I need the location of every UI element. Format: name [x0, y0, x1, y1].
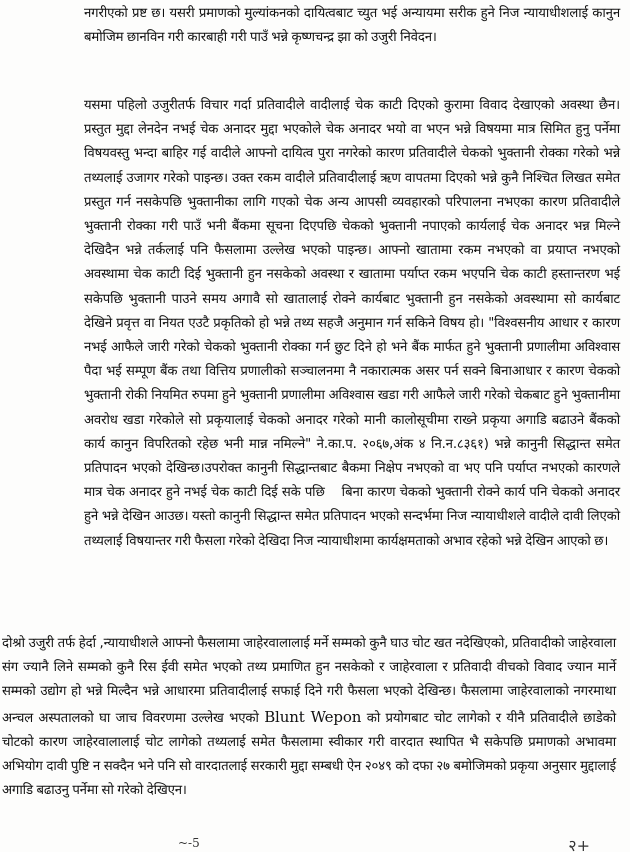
- paragraph-text-continued: बिना कारण चेकको भुक्तानी रोक्ने कार्य पनि चेकको अनादर हुने भन्ने देखिन आउछ। यस्तो कानुनी सिद्धान्त समेत प्रतिपादन भएको सन्दर्भमा निज न्यायाधीशले वादीले दावी लिएको तथ्यलाई विषयान्तर गरी फैसला गरेको देखिदा निज न्यायाधीशमा कार्यक्षमताको अभाव रहेको भन्ने देखिन आएको छ।: [84, 485, 620, 549]
- paragraph-text: दोश्रो उजुरी तर्फ हेर्दा ,न्यायाधीशले आफ्नो फैसलामा जाहेरवालालाई मर्ने सम्मको कुनै घाउ चोट खत नदेखिएको, प्रतिवादीको जाहेरवाला संग ज्यानै लिने सम्मको कुनै रिस ईवी समेत भएको तथ्य प्रमाणित हुन नसकेको र जाहेरवाला र प्रतिवादी वीचको विवाद ज्यान मार्ने सम्मको उद्योग हो भन्ने मिल्दैन भन्ने आधारमा प्रतिवादीलाई सफाई दिने गरी फैसला भएको देखिन्छ। फैसलामा जाहेरवालाको नगरमाथा अन्चल अस्पतालको घा जाच विवरणमा उल्लेख भएको: [2, 636, 616, 726]
- paragraph-text-continued: को प्रयोगबाट चोट लागेको र यीनै प्रतिवादीले छाडेको चोटको कारण जाहेरवालालाई चोट लागेको तथ्यलाई समेत फैसलामा स्वीकार गरी वारदात स्थापित भै सकेपछि प्रमाणको अभावमा अभियोग दावी पुष्टि न सक्दैन भने पनि सो वारदातलाई सरकारी मुद्दा सम्बधी ऐन २०४९ को दफा २७ बमोजिमको प्रकृया अनुसार मुद्दालाई अगाडि बढाउनु पर्नेमा सो गरेको देखिएन।: [2, 710, 616, 799]
- page-footer: [178, 834, 590, 852]
- paragraph-second-complaint: [2, 632, 616, 803]
- paragraph-first-complaint: [84, 94, 620, 554]
- footer-right-mark: २+: [568, 836, 590, 852]
- paragraph-text: नगरीएको प्रष्ट छ। यसरी प्रमाणको मुल्यांकनको दायित्वबाट च्युत भई अन्यायमा सरीक हुने निज न्यायाधीशलाई कानुन बमोजिम छानविन गरी कारबाही गरी पाउँ भन्ने कृष्णचन्द्र झा को उजुरी निवेदन।: [84, 6, 620, 46]
- paragraph-text: यसमा पहिलो उजुरीतर्फ विचार गर्दा प्रतिवादीले वादीलाई चेक काटी दिएको कुरामा विवाद देखाएको अवस्था छैन। प्रस्तुत मुद्दा लेनदेन नभई चेक अनादर मुद्दा भएकोले चेक अनादर भयो वा भएन भन्ने विषयमा मात्र सिमित हुनु पर्नेमा विषयवस्तु भन्दा बाहिर गई वादीले आफ्नो दायित्व पुरा नगरेको कारण प्रतिवादीले चेकको भुक्तानी रोक्का गरेको भन्ने तथ्यलाई उजागर गरेको पाइन्छ। उक्त रकम वादीले प्रतिवादीलाई ऋण वापतमा दिएको भन्ने कुनै निश्चित लिखत समेत प्रस्तुत गर्न नसकेपछि भुक्तानीका लागि गएको चेक अन्य आपसी व्यवहारको परिपालना नभएका कारण प्रतिवादीले भुक्तानी रोक्का गरी पाउँ भनी बैंकमा सूचना दिएपछि चेकको भुक्तानी नपाएको कार्यलाई चेक अनादर भन्न मिल्ने देखिदैन भन्ने तर्कलाई पनि फैसलामा उल्लेख भएको पाइन्छ। आफ्नो खातामा रकम नभएको वा प्रयाप्त नभएको अवस्थामा चेक काटी दिई भुक्तानी हुन नसकेको अवस्था र खातामा पर्याप्त रकम भएपनि चेक काटी हस्तान्तरण भई सकेपछि भुक्तानी पाउने समय अगावै सो खातालाई रोक्ने कार्यबाट भुक्तानी हुन नसकेको अवस्थामा सो कार्यबाट देखिने प्रवृत्त वा नियत एउटै प्रकृतिको हो भन्ने तथ्य सहजै अनुमान गर्न सकिने विषय हो। "विश्वसनीय आधार र कारण नभई आफैले जारी गरेको चेकको भुक्तानी रोक्का गर्न छुट दिने हो भने बैंक मार्फत हुने भुक्तानी प्रणालीमा अविश्वास पैदा भई सम्पूण बैंक तथा वित्तिय प्रणालीको सञ्चालनमा नै नकारात्मक असर पर्न सक्ने बिनाआधार र कारण चेकको भुक्तानी रोकी नियमित रुपमा हुने भुक्तानी प्रणालीमा अविश्वास खडा गरी आफैले जारी गरेको चेकबाट हुने भुक्तानीमा अवरोध खडा गरेकोले सो प्रकृयालाई चेकको अनादर गरेको मानी कालोसूचीमा राख्ने प्रकृया अगाडि बढाउने बैंकको कार्य कानुन विपरितको रहेछ भनी मान्न नमिल्ने" ने.का.प. २०६७,अंक ४ नि.न.८३६१) भन्ने कानुनी सिद्धान्त समेत प्रतिपादन भएको देखिन्छ।उपरोक्त कानुनी सिद्धान्तबाट बैकमा निक्षेप नभएको वा भए पनि पर्याप्त नभएको कारणले मात्र चेक अनादर हुने नभई चेक काटी दिई सके पछि: [84, 98, 620, 501]
- english-term: Blunt Wepon: [264, 707, 362, 726]
- footer-left-mark: ~-5: [178, 836, 200, 850]
- paragraph-complaint-intro: [84, 2, 620, 50]
